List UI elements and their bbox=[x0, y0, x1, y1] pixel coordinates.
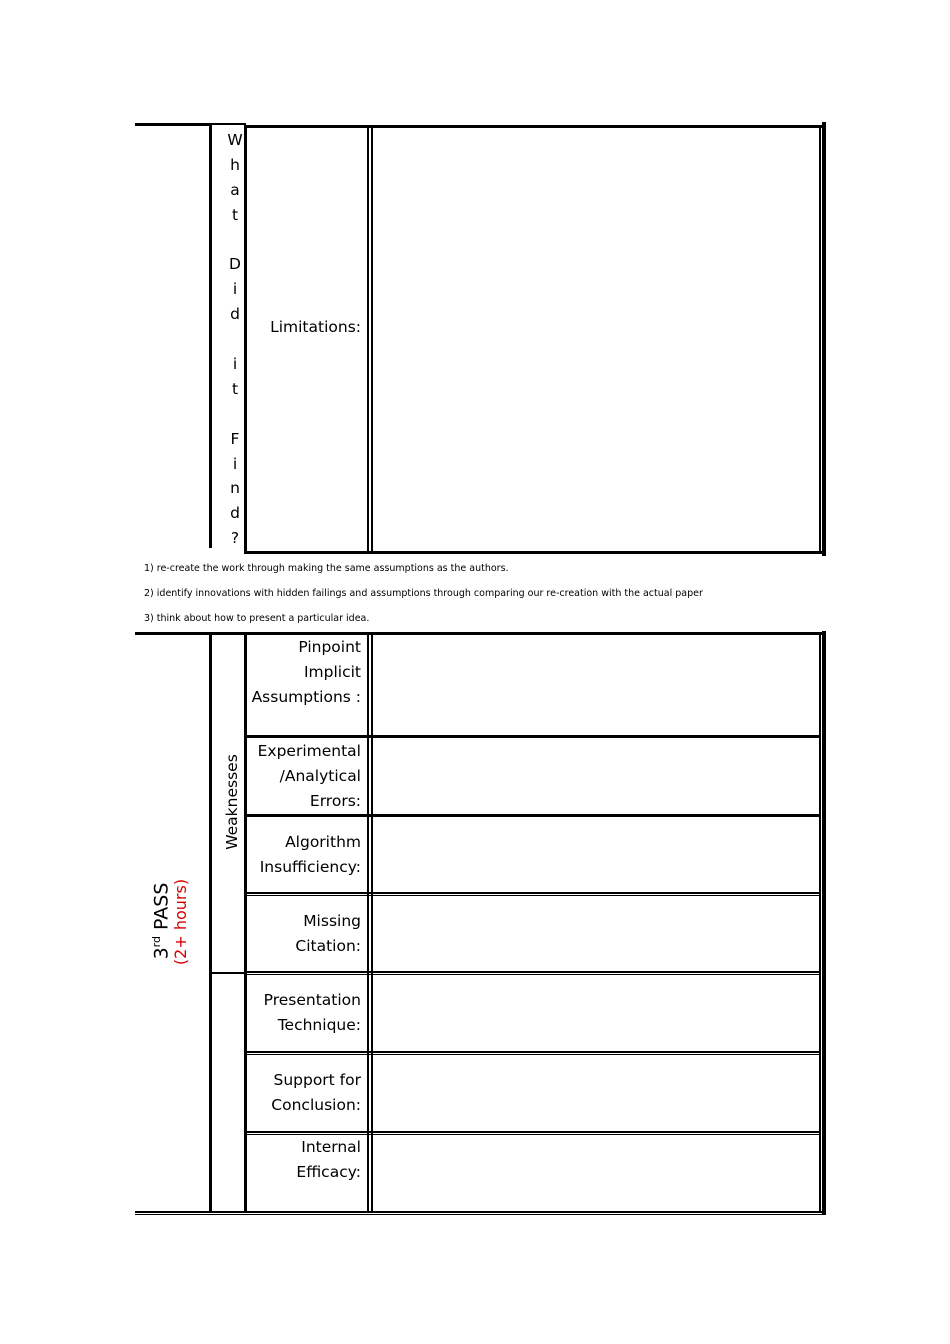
note-2: 2) identify innovations with hidden failings and assumptions through comparing our re-creation with the actual paper bbox=[144, 588, 703, 599]
weaknesses-label: Weaknesses bbox=[223, 754, 241, 850]
row-label-algorithm-insufficiency: Algorithm Insufficiency: bbox=[259, 833, 361, 876]
implicit-assumptions-field[interactable] bbox=[373, 635, 819, 735]
row-label-missing-citation: Missing Citation: bbox=[295, 912, 361, 955]
top-left-rule bbox=[209, 123, 212, 548]
what-did-it-find-heading: W h a t D i d i t F i n d ? bbox=[227, 131, 243, 548]
algorithm-insufficiency-field[interactable] bbox=[373, 817, 819, 892]
row-label-experimental-errors: Experimental /Analytical Errors: bbox=[257, 742, 361, 810]
limitations-label: Limitations: bbox=[270, 318, 361, 336]
row-label-support-for-conclusion: Support for Conclusion: bbox=[271, 1071, 361, 1114]
third-pass-duration: (2+ hours) bbox=[171, 878, 190, 966]
experimental-errors-field[interactable] bbox=[373, 738, 819, 814]
presentation-technique-field[interactable] bbox=[373, 975, 819, 1051]
support-for-conclusion-field[interactable] bbox=[373, 1055, 819, 1131]
row-label-internal-efficacy: Internal Efficacy: bbox=[296, 1138, 361, 1181]
row-label-presentation-technique: Presentation Technique: bbox=[263, 991, 361, 1034]
third-pass-title: 3rd PASS bbox=[150, 882, 173, 960]
note-3: 3) think about how to present a particular idea. bbox=[144, 613, 370, 624]
limitations-field[interactable] bbox=[373, 128, 819, 551]
row-label-implicit-assumptions: Pinpoint Implicit Assumptions : bbox=[251, 638, 361, 706]
internal-efficacy-field[interactable] bbox=[373, 1135, 819, 1211]
missing-citation-field[interactable] bbox=[373, 896, 819, 971]
note-1: 1) re-create the work through making the same assumptions as the authors. bbox=[144, 563, 509, 574]
